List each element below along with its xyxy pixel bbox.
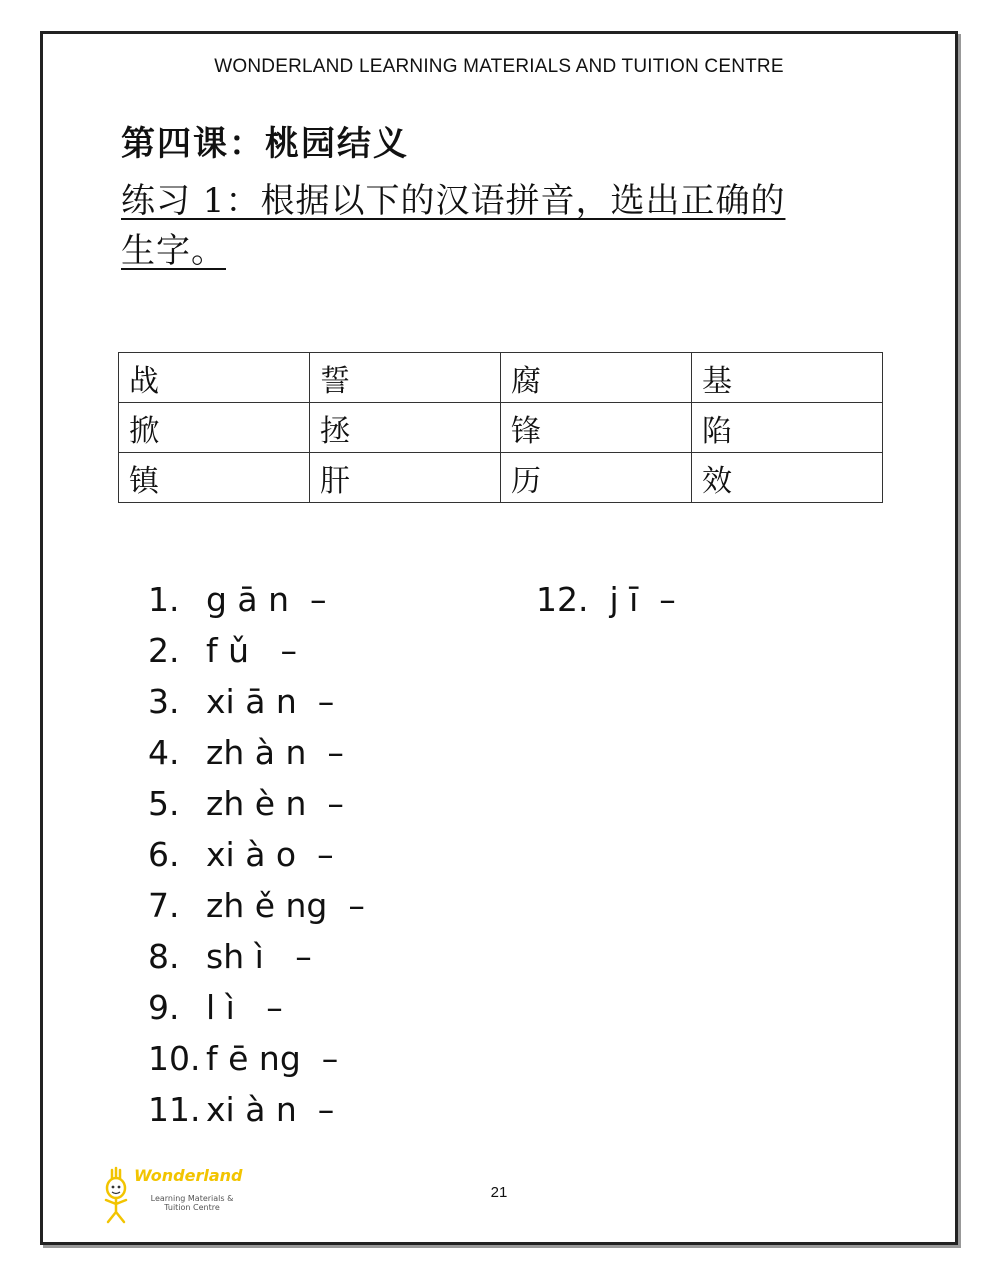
character-table bbox=[118, 352, 883, 503]
table-cell: 镇 bbox=[119, 453, 310, 503]
exercise-instruction bbox=[121, 176, 861, 276]
table-cell: 掀 bbox=[119, 403, 310, 453]
question-number: 3. bbox=[148, 682, 180, 721]
exercise-line-2: 生字。 bbox=[121, 231, 226, 271]
question-number: 10. bbox=[148, 1039, 201, 1078]
question-number: 6. bbox=[148, 835, 180, 874]
table-cell: 陷 bbox=[692, 403, 883, 453]
exercise-line-1: 练习 1：根据以下的汉语拼音，选出正确的 bbox=[121, 181, 786, 221]
question-item bbox=[148, 625, 365, 676]
page-number: 21 bbox=[490, 1184, 508, 1201]
table-cell: 效 bbox=[692, 453, 883, 503]
question-pinyin: l ì – bbox=[206, 988, 283, 1027]
question-item bbox=[148, 880, 365, 931]
table-cell: 肝 bbox=[310, 453, 501, 503]
question-number: 12. bbox=[536, 580, 589, 619]
question-list bbox=[148, 574, 365, 1135]
question-item bbox=[148, 1084, 365, 1135]
question-number: 11. bbox=[148, 1090, 201, 1129]
question-item bbox=[148, 829, 365, 880]
question-pinyin: xi à n – bbox=[206, 1090, 335, 1129]
question-item-12 bbox=[536, 574, 676, 625]
question-item bbox=[148, 982, 365, 1033]
question-item bbox=[148, 727, 365, 778]
question-pinyin: zh à n – bbox=[206, 733, 344, 772]
question-item bbox=[148, 676, 365, 727]
question-pinyin: f ǔ – bbox=[206, 631, 297, 670]
question-pinyin: xi ā n – bbox=[206, 682, 335, 721]
lesson-title: 第四课：桃园结义 bbox=[121, 124, 409, 164]
question-item bbox=[148, 574, 365, 625]
question-pinyin: g ā n – bbox=[206, 580, 327, 619]
question-pinyin: sh ì – bbox=[206, 937, 312, 976]
question-number: 1. bbox=[148, 580, 180, 619]
question-pinyin: j ī – bbox=[609, 580, 676, 619]
question-pinyin: zh ě ng – bbox=[206, 886, 365, 925]
page-frame bbox=[40, 31, 958, 1245]
table-row bbox=[119, 403, 883, 453]
table-cell: 历 bbox=[501, 453, 692, 503]
logo-subtitle-line-2: Tuition Centre bbox=[164, 1203, 220, 1212]
question-pinyin: xi à o – bbox=[206, 835, 334, 874]
question-number: 5. bbox=[148, 784, 180, 823]
question-number: 8. bbox=[148, 937, 180, 976]
question-number: 9. bbox=[148, 988, 180, 1027]
table-cell: 锋 bbox=[501, 403, 692, 453]
question-item bbox=[148, 1033, 365, 1084]
question-number: 2. bbox=[148, 631, 180, 670]
table-cell: 基 bbox=[692, 353, 883, 403]
logo-subtitle-line-1: Learning Materials & bbox=[150, 1194, 234, 1203]
table-cell: 战 bbox=[119, 353, 310, 403]
table-cell: 腐 bbox=[501, 353, 692, 403]
table-cell: 拯 bbox=[310, 403, 501, 453]
question-item bbox=[148, 778, 365, 829]
logo-title: Wonderland bbox=[134, 1166, 243, 1185]
question-number: 7. bbox=[148, 886, 180, 925]
question-pinyin: zh è n – bbox=[206, 784, 344, 823]
table-row bbox=[119, 353, 883, 403]
table-row bbox=[119, 453, 883, 503]
table-cell: 誓 bbox=[310, 353, 501, 403]
question-number: 4. bbox=[148, 733, 180, 772]
question-pinyin: f ē ng – bbox=[206, 1039, 339, 1078]
question-item bbox=[148, 931, 365, 982]
page-header: WONDERLAND LEARNING MATERIALS AND TUITION CENTRE bbox=[214, 56, 784, 77]
